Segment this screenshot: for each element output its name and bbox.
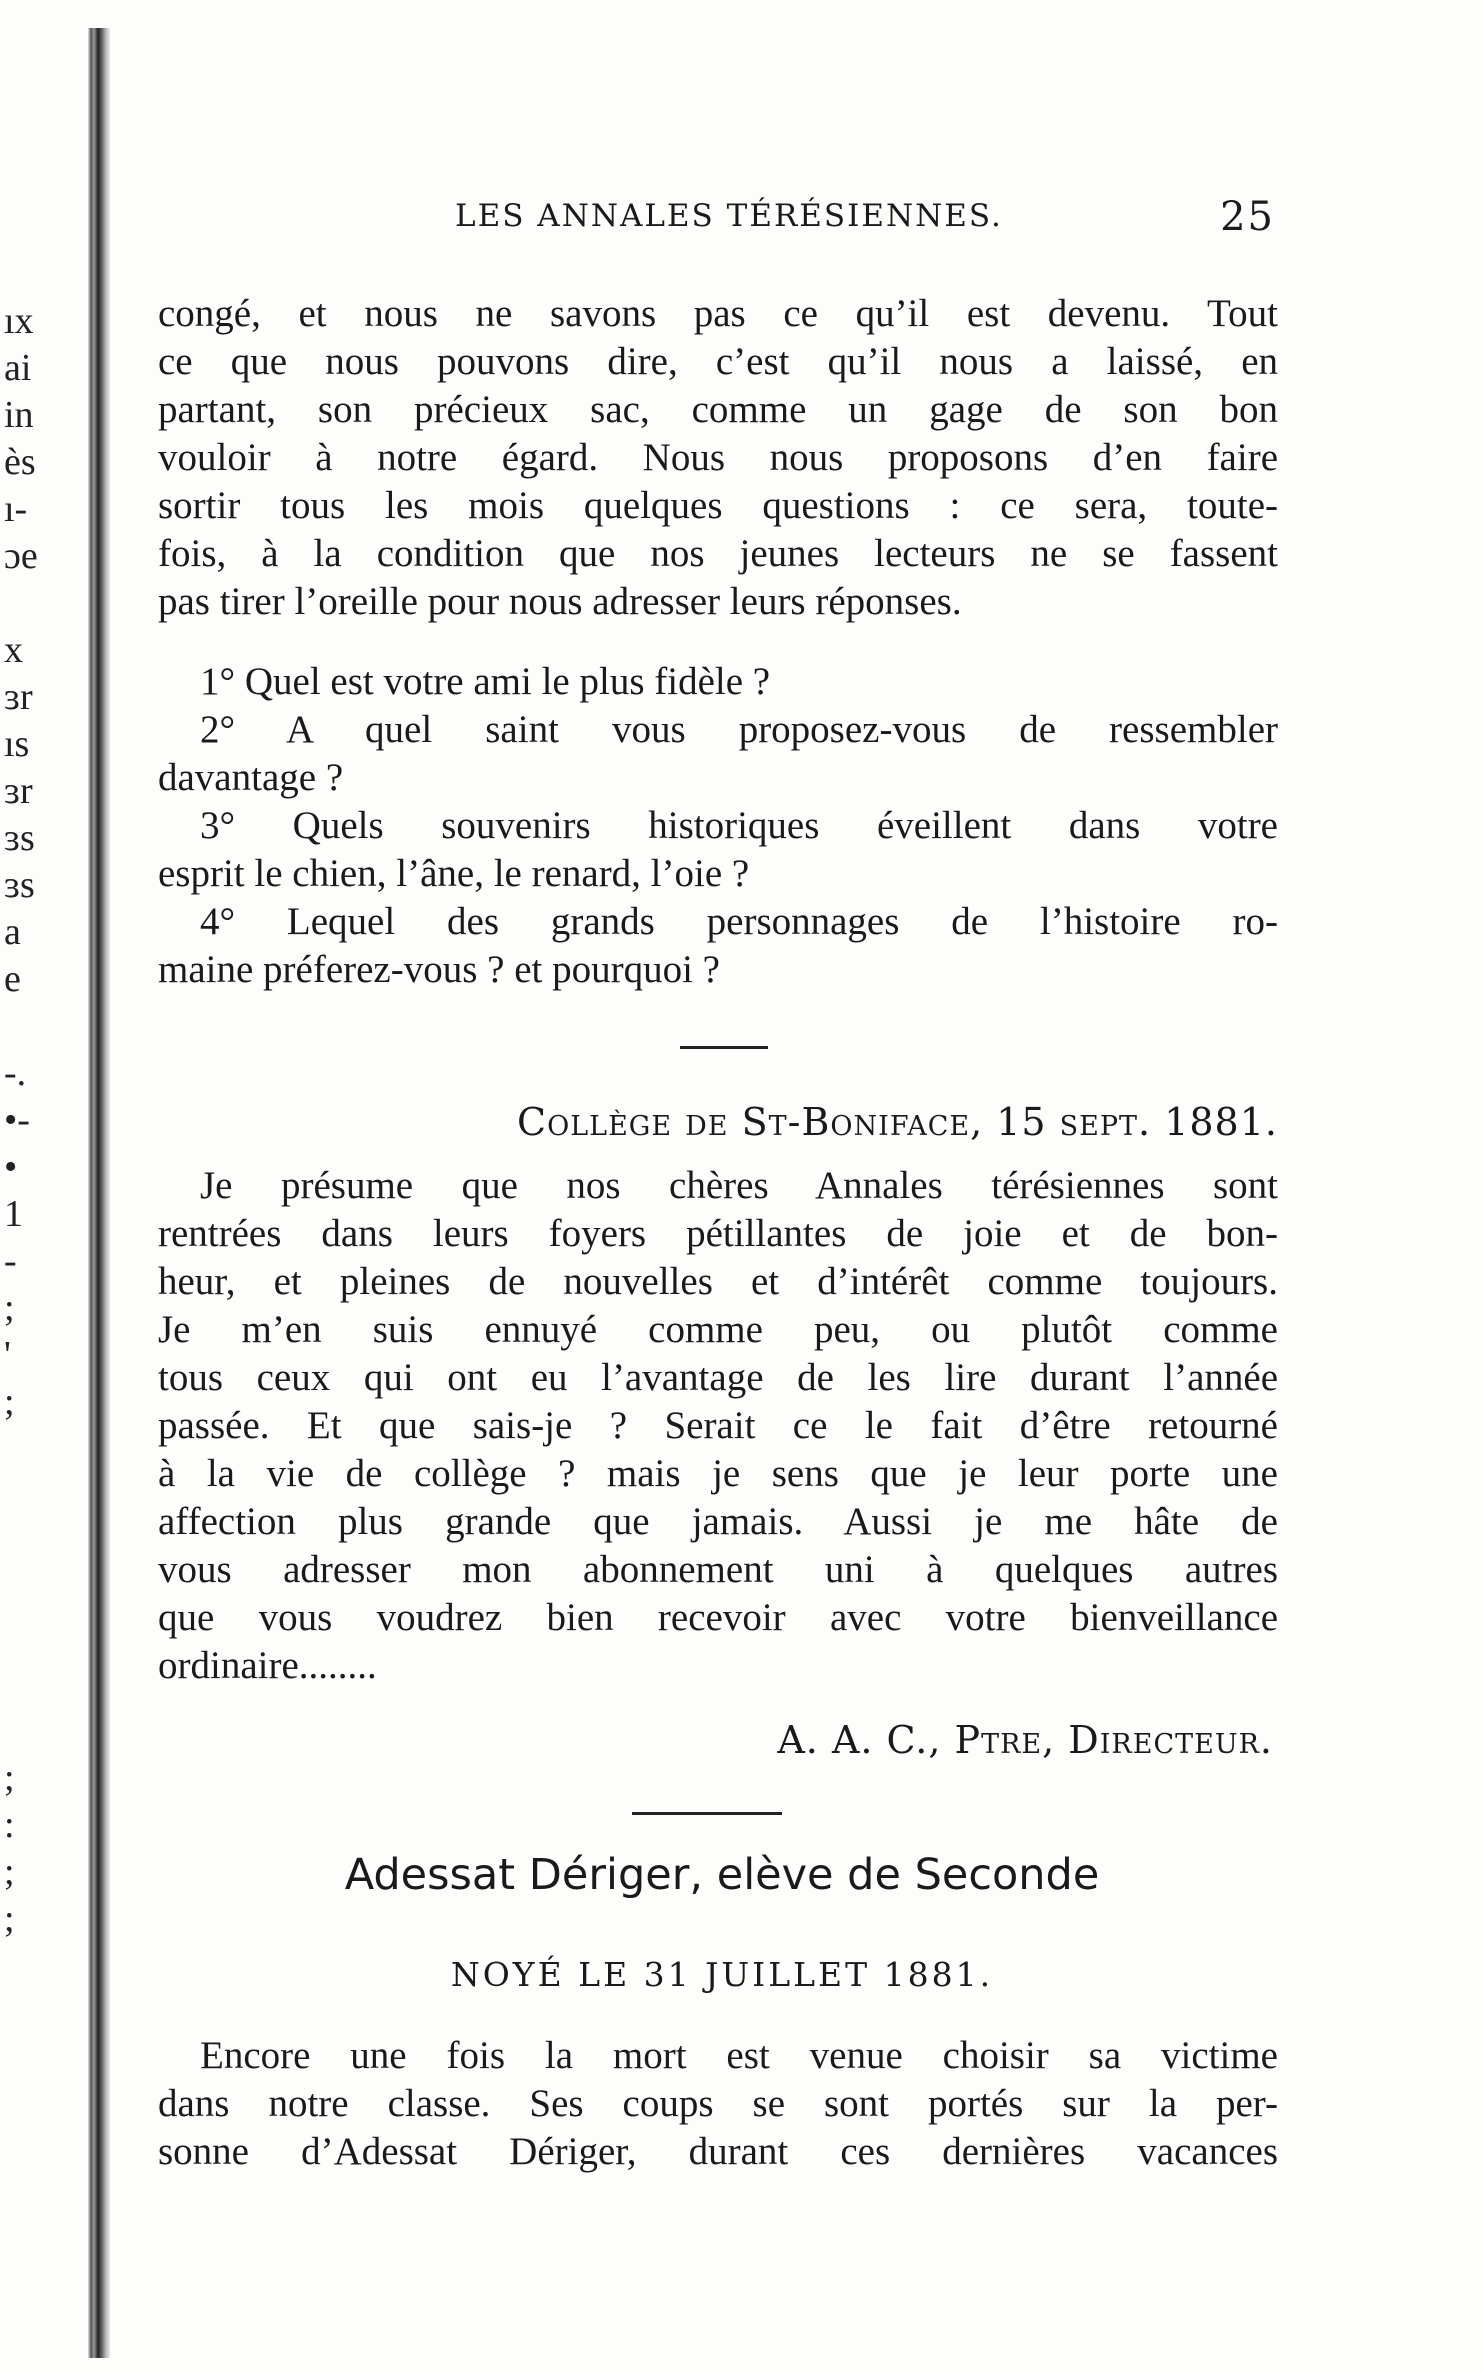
section-divider bbox=[632, 1812, 782, 1815]
letter-signature: A. A. C., Ptre, Directeur. bbox=[777, 1718, 1273, 1762]
gutter-fragment: ' bbox=[4, 1334, 11, 1376]
gutter-fragment: •- bbox=[4, 1099, 30, 1141]
letter-line: Je présume que nos chères Annales térésiennes sont bbox=[200, 1164, 1278, 1207]
text-line: fois, à la condition que nos jeunes lecteurs ne se fassent bbox=[158, 532, 1278, 575]
book-spine bbox=[88, 28, 110, 2358]
question-line: davantage ? bbox=[158, 756, 344, 799]
obituary-title: Adessat Dériger, elève de Seconde bbox=[344, 1850, 1100, 1900]
text-line: partant, son précieux sac, comme un gage de son bon bbox=[158, 388, 1278, 431]
running-title: LES ANNALES TÉRÉSIENNES. bbox=[455, 198, 1003, 234]
obituary-body bbox=[158, 2032, 1278, 2176]
question-line: 2° A quel saint vous proposez-vous de ressembler bbox=[200, 708, 1278, 751]
obituary-line: Encore une fois la mort est venue choisir sa victime bbox=[200, 2034, 1278, 2077]
letter-body bbox=[158, 1162, 1278, 1690]
letter-line: à la vie de collège ? mais je sens que je leur porte une bbox=[158, 1452, 1278, 1495]
gutter-fragment: e bbox=[4, 958, 21, 1000]
question-line: esprit le chien, l’âne, le renard, l’oie ? bbox=[158, 852, 750, 895]
letter-line: heur, et pleines de nouvelles et d’intérêt comme toujours. bbox=[158, 1260, 1278, 1303]
gutter-fragment: ; bbox=[4, 1898, 15, 1940]
gutter-fragment: • bbox=[4, 1146, 18, 1188]
questions-list bbox=[158, 658, 1278, 994]
gutter-fragment bbox=[4, 1426, 60, 1473]
obituary-subtitle: NOYÉ LE 31 JUILLET 1881. bbox=[450, 1955, 994, 1994]
gutter-fragment bbox=[4, 1520, 60, 1567]
gutter-fragment: 1 bbox=[4, 1193, 23, 1235]
gutter-fragment: : bbox=[4, 1804, 15, 1846]
gutter-text-fragments bbox=[4, 298, 60, 1943]
question-line: 4° Lequel des grands personnages de l’histoire ro- bbox=[200, 900, 1278, 943]
text-line: pas tirer l’oreille pour nous adresser leurs réponses. bbox=[158, 580, 962, 623]
gutter-fragment bbox=[4, 1661, 60, 1708]
letter-line: passée. Et que sais-je ? Serait ce le fait d’être retourné bbox=[158, 1404, 1278, 1447]
question-line: 1° Quel est votre ami le plus fidèle ? bbox=[200, 660, 771, 703]
text-line: ce que nous pouvons dire, c’est qu’il nous a laissé, en bbox=[158, 340, 1278, 383]
page-number: 25 bbox=[1220, 194, 1275, 240]
letter-line: ordinaire........ bbox=[158, 1644, 377, 1687]
gutter-fragment bbox=[4, 1473, 60, 1520]
gutter-fragment: ıs bbox=[4, 723, 30, 765]
obituary-line: dans notre classe. Ses coups se sont portés sur la per- bbox=[158, 2082, 1278, 2125]
page-header bbox=[455, 194, 1275, 248]
gutter-fragment: - bbox=[4, 1240, 17, 1282]
gutter-fragment: ; bbox=[4, 1851, 15, 1893]
letter-line: rentrées dans leurs foyers pétillantes de joie et de bon- bbox=[158, 1212, 1278, 1255]
question-line: 3° Quels souvenirs historiques éveillent dans votre bbox=[200, 804, 1278, 847]
gutter-fragment: ɜs bbox=[4, 817, 35, 859]
gutter-fragment: ai bbox=[4, 347, 32, 389]
letter-dateline: Collège de St-Boniface, 15 sept. 1881. bbox=[517, 1100, 1278, 1144]
text-line: sortir tous les mois quelques questions : ce sera, toute- bbox=[158, 484, 1278, 527]
gutter-fragment bbox=[4, 1708, 60, 1755]
letter-line: vous adresser mon abonnement uni à quelques autres bbox=[158, 1548, 1278, 1591]
text-line: congé, et nous ne savons pas ce qu’il est devenu. Tout bbox=[158, 292, 1278, 335]
gutter-fragment: ; bbox=[4, 1381, 15, 1423]
letter-line: Je m’en suis ennuyé comme peu, ou plutôt comme bbox=[158, 1308, 1278, 1351]
gutter-fragment bbox=[4, 1003, 60, 1050]
gutter-fragment: ɜr bbox=[4, 676, 33, 718]
gutter-fragment: in bbox=[4, 394, 34, 436]
gutter-fragment: a bbox=[4, 911, 21, 953]
section-divider bbox=[680, 1046, 768, 1049]
gutter-fragment: ı- bbox=[4, 488, 28, 530]
gutter-fragment: ıx bbox=[4, 300, 34, 342]
gutter-fragment: ɜs bbox=[4, 864, 35, 906]
gutter-fragment: x bbox=[4, 629, 23, 671]
paragraph-sac bbox=[158, 290, 1278, 626]
gutter-fragment bbox=[4, 1567, 60, 1614]
question-line: maine préferez-vous ? et pourquoi ? bbox=[158, 948, 720, 991]
text-line: vouloir à notre égard. Nous nous proposons d’en faire bbox=[158, 436, 1278, 479]
gutter-fragment: ès bbox=[4, 441, 36, 483]
letter-line: tous ceux qui ont eu l’avantage de les lire durant l’année bbox=[158, 1356, 1278, 1399]
obituary-line: sonne d’Adessat Dériger, durant ces dernières vacances bbox=[158, 2130, 1278, 2173]
letter-line: que vous voudrez bien recevoir avec votre bienveillance bbox=[158, 1596, 1278, 1639]
gutter-fragment: ɔe bbox=[4, 535, 38, 577]
gutter-fragment bbox=[4, 1614, 60, 1661]
gutter-fragment: ɜr bbox=[4, 770, 33, 812]
gutter-fragment: -. bbox=[4, 1052, 27, 1094]
gutter-fragment bbox=[4, 580, 60, 627]
letter-line: affection plus grande que jamais. Aussi je me hâte de bbox=[158, 1500, 1278, 1543]
gutter-fragment: ; bbox=[4, 1757, 15, 1799]
gutter-fragment: ; bbox=[4, 1287, 15, 1329]
